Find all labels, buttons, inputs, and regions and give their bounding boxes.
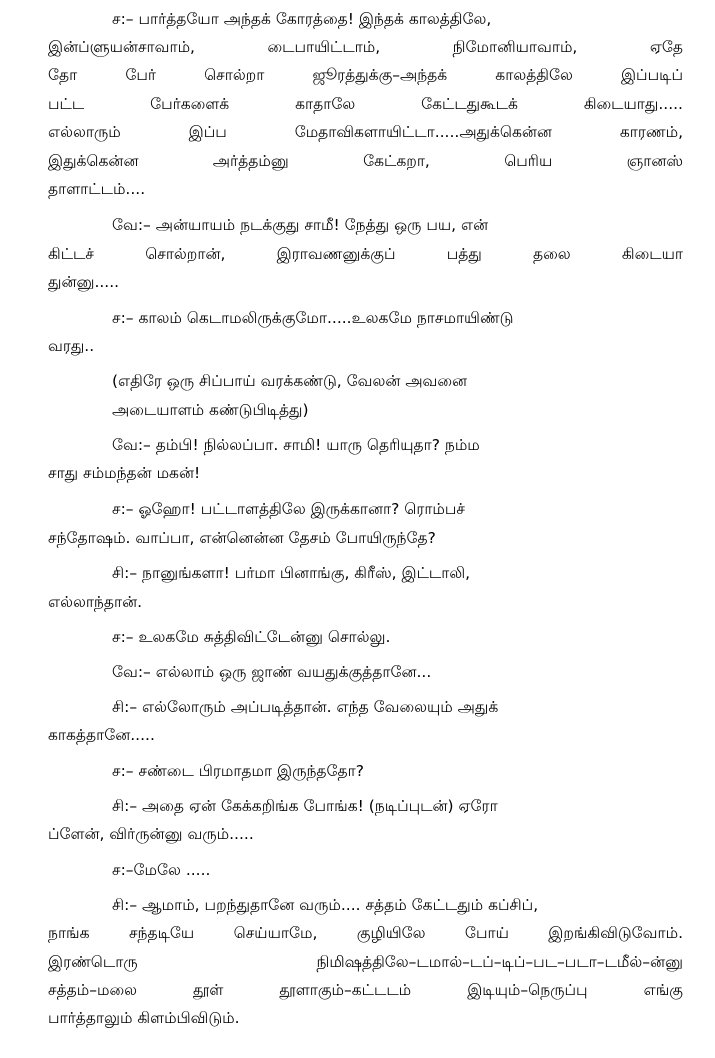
- text-line: வே:– எல்லாம் ஒரு ஜாண் வயதுக்குத்தானே...: [112, 663, 432, 681]
- text-line: சத்தம்–மலை தூள் தூளாகும்–கட்டடம் இடியும்–நெருப்பு எங்கு: [48, 981, 683, 999]
- text-line: இரண்டொரு நிமிஷத்திலே–டமால்–டப்–டிப்–பட–படா–டமீல்–ன்னு: [48, 953, 683, 971]
- text-line: சி:– நானுங்களா! பர்மா பினாங்கு, கிரீஸ், இட்டாலி,: [112, 564, 471, 582]
- stage-direction: அடையாளம் கண்டுபிடித்து): [112, 401, 309, 419]
- text-line: இதுக்கென்ன அர்த்தம்னு கேட்கறா, பெரிய ஞானஸ்: [48, 152, 683, 170]
- text-line: ச:– உலகமே சுத்திவிட்டேன்னு சொல்லு.: [112, 628, 391, 646]
- text-line: ச:– பார்த்தயோ அந்தக் கோரத்தை! இந்தக் காலத்திலே,: [112, 10, 492, 28]
- text-line: கிட்டச் சொல்றான், இராவணனுக்குப் பத்து தலை கிடையா: [48, 245, 683, 263]
- text-line: நாங்க சந்தடியே செய்யாமே, குழியிலே போய் இறங்கிவிடுவோம்.: [48, 924, 683, 942]
- text-line: சி:– எல்லோரும் அப்படித்தான். எந்த வேலையும் அதுக்: [112, 698, 499, 716]
- text-line: சி:– அதை ஏன் கேக்கறிங்க போங்க! (நடிப்புடன்) ஏரோ: [112, 797, 498, 815]
- text-line: வரது..: [48, 337, 95, 355]
- text-line: ச:–மேலே .....: [112, 861, 211, 879]
- text-line: காகத்தானே.....: [48, 726, 155, 744]
- text-line: தோ பேர் சொல்றா ஜூரத்துக்கு–அந்தக் காலத்திலே இப்படிப்: [48, 66, 683, 84]
- text-line: வே:– அன்யாயம் நடக்குது சாமீ! நேத்து ஒரு பய, என்: [112, 216, 489, 234]
- text-line: வே:– தம்பி! நில்லப்பா. சாமி! யாரு தெரியுதா? நம்ம: [112, 436, 480, 454]
- text-line: சாது சம்மந்தன் மகன்!: [48, 464, 201, 482]
- text-line: ச:– காலம் கெடாமலிருக்குமோ.....உலகமே நாசமாயிண்டு: [112, 309, 514, 327]
- text-line: சந்தோஷம். வாப்பா, என்னென்ன தேசம் போயிருந்தே?: [48, 529, 436, 547]
- text-line: எல்லாரும் இப்ப மேதாவிகளாயிட்டா.....அதுக்கென்ன காரணம்,: [48, 123, 683, 141]
- text-line: ச:– சண்டை பிரமாதமா இருந்ததோ?: [112, 762, 364, 780]
- text-line: ச:– ஓஹோ! பட்டாளத்திலே இருக்கானா? ரொம்பச்: [112, 500, 466, 518]
- text-line: தாளாட்டம்....: [48, 180, 146, 198]
- stage-direction: (எதிரே ஒரு சிப்பாய் வரக்கண்டு, வேலன் அவனை: [112, 372, 468, 390]
- text-line: ப்ளேன், விர்ருன்னு வரும்.....: [48, 825, 254, 843]
- text-line: பட்ட பேர்களைக் காதாலே கேட்டதுகூடக் கிடையாது.....: [48, 95, 683, 113]
- text-line: சி:– ஆமாம், பறந்துதானே வரும்.... சத்தம் கேட்டதும் கப்சிப்,: [112, 896, 539, 914]
- text-line: துன்னு.....: [48, 273, 120, 291]
- text-line: இன்ப்ளுயன்சாவாம், டைபாயிட்டாம், நிமோனியாவாம், ஏதே: [48, 38, 683, 56]
- text-line: எல்லாந்தான்.: [48, 593, 143, 611]
- text-line: பார்த்தாலும் கிளம்பிவிடும்.: [48, 1009, 240, 1027]
